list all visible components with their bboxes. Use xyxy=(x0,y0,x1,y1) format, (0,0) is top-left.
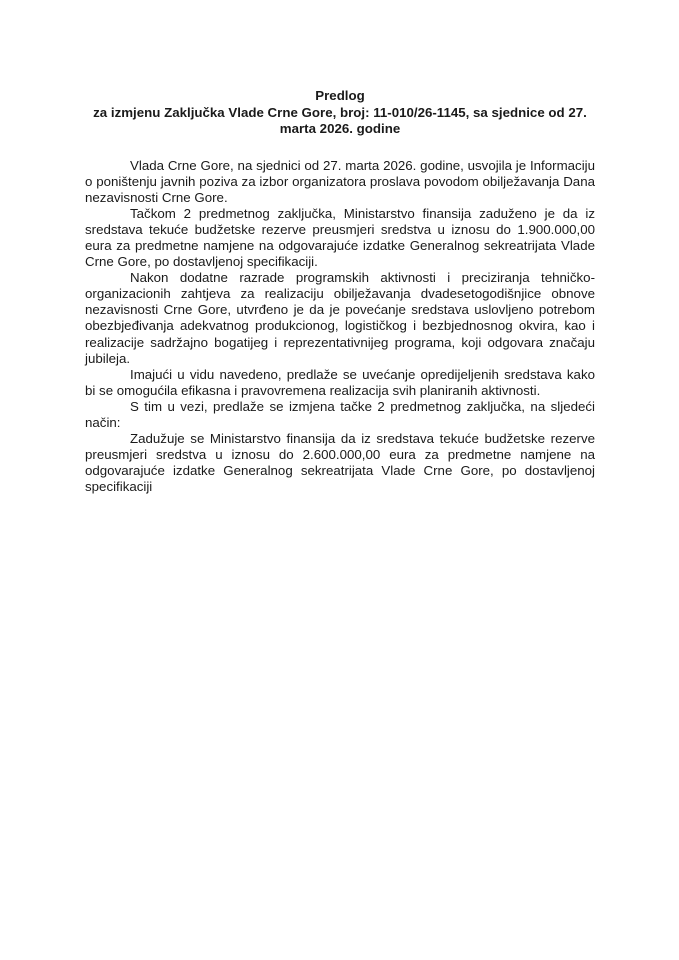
title-line-2: za izmjenu Zaključka Vlade Crne Gore, broj: 11-010/26-1145, sa sjednice od 27. xyxy=(93,104,587,120)
paragraph-intro: Vlada Crne Gore, na sjednici od 27. marta 2026. godine, usvojila je Informaciju o poništenju javnih poziva za izbor organizatora proslava povodom obilježavanja Dana nezavisnosti Crne Gore. xyxy=(85,157,595,205)
title-line-1: Predlog xyxy=(315,88,365,103)
title-line-3: marta 2026. godine xyxy=(279,121,401,136)
paragraph-amendment-intro: S tim u vezi, predlaže se izmjena tačke 2 predmetnog zaključka, na sljedeći način: xyxy=(85,398,595,430)
document-page xyxy=(85,88,595,495)
document-title xyxy=(85,88,595,138)
document-body xyxy=(85,158,595,496)
paragraph-rationale: Nakon dodatne razrade programskih aktivnosti i preciziranja tehničko-organizacionih zahtjeva za realizaciju obilježavanja dvadesetogodišnjice obnove nezavisnosti Crne Gore, utvrđeno je da je povećanje sredstava uslovljeno potrebom obezbjeđivanja adekvatnog produkcionog, logističkog i bezbjednosnog okvira, kao i realizacije sadržajno bogatijeg i reprezentativnijeg programa, koji odgovara značaju jubileja. xyxy=(85,270,595,366)
paragraph-proposal: Imajući u vidu navedeno, predlaže se uvećanje opredijeljenih sredstava kako bi se omogućila efikasna i pravovremena realizacija svih planiranih aktivnosti. xyxy=(85,366,595,398)
paragraph-amendment-text: Zadužuje se Ministarstvo finansija da iz sredstava tekuće budžetske rezerve preusmjeri sredstva u iznosu do 2.600.000,00 eura za predmetne namjene na odgovarajuće izdatke Generalnog sekreatrijata Vlade Crne Gore, po dostavljenoj specifikaciji xyxy=(85,431,595,495)
paragraph-point-2: Tačkom 2 predmetnog zaključka, Ministarstvo finansija zaduženo je da iz sredstava tekuće budžetske rezerve preusmjeri sredstva u iznosu do 1.900.000,00 eura za predmetne namjene na odgovarajuće izdatke Generalnog sekreatrijata Vlade Crne Gore, po dostavljenoj specifikaciji. xyxy=(85,205,595,270)
